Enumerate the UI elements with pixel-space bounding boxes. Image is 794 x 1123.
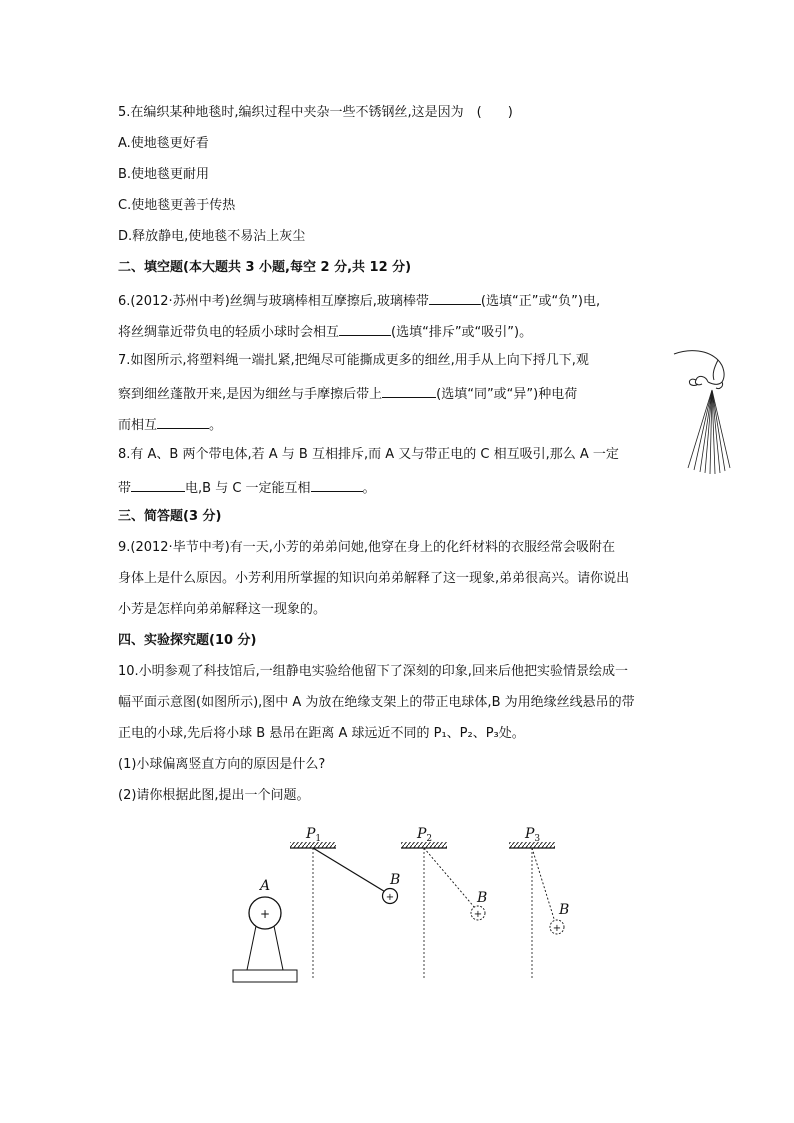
q5-option-b: B.使地毯更耐用 [118,167,210,182]
q10-sub-1: (1)小球偏离竖直方向的原因是什么? [118,757,326,772]
q8-text-2b: 电,B 与 C 一定能互相 [185,481,311,496]
q6-text-2b: (选填“排斥”或“吸引”)。 [391,325,533,340]
label-p3: $P_3$ [525,826,541,844]
q10-line-3: 正电的小球,先后将小球 B 悬吊在距离 A 球远近不同的 P₁、P₂、P₃处。 [118,726,525,741]
thread-p2 [424,848,475,908]
q7-text-2a: 察到细丝蓬散开来,是因为细丝与手摩擦后带上 [118,387,383,402]
q5-stem: 5.在编织某种地毯时,编织过程中夹杂一些不锈钢丝,这是因为 ( ) [118,105,513,120]
ball-b-p3-label: B [559,902,570,918]
q10-line-2: 幅平面示意图(如图所示),图中 A 为放在绝缘支架上的带正电球体,B 为用绝缘丝线悬吊的带 [118,695,635,710]
q10-sub-2: (2)请你根据此图,提出一个问题。 [118,788,310,803]
ball-b-p2-label: B [477,890,488,906]
q8-text-2c: 。 [362,481,376,496]
q6-text-2a: 将丝绸靠近带负电的轻质小球时会相互 [118,325,340,340]
q5-option-c: C.使地毯更善于传热 [118,198,236,213]
q8-text-2a: 带 [118,481,132,496]
section-4-heading: 四、实验探究题(10 分) [118,633,257,648]
ball-b-p1-label: B [390,872,401,888]
label-p2: $P_2$ [417,826,433,844]
q7-text-3b: 。 [209,418,223,433]
sphere-a-label: A [260,878,271,894]
q7-text-2b: (选填“同”或“异”)种电荷 [436,387,578,402]
thread-p1 [313,848,387,893]
thread-p3 [532,848,555,922]
ceiling-p3 [509,842,555,848]
ball-b-p1-charge: + [385,892,395,903]
q6-text-1b: (选填“正”或“负”)电, [480,294,601,309]
ceiling-p1 [290,842,336,848]
section-2-heading: 二、填空题(本大题共 3 小题,每空 2 分,共 12 分) [118,260,412,275]
q9-line-1: 9.(2012·毕节中考)有一天,小芳的弟弟问她,他穿在身上的化纤材料的衣服经常会吸附在 [118,540,616,555]
q6-text-1a: 6.(2012·苏州中考)丝绸与玻璃棒相互摩擦后,玻璃棒带 [118,294,429,309]
q5-option-d: D.释放静电,使地毯不易沾上灰尘 [118,229,306,244]
ball-b-p3-charge: + [552,923,562,934]
q9-line-2: 身体上是什么原因。小芳利用所掌握的知识向弟弟解释了这一现象,弟弟很高兴。请你说出 [118,571,630,586]
q7-line-1: 7.如图所示,将塑料绳一端扎紧,把绳尽可能撕成更多的细丝,用手从上向下捋几下,观 [118,353,589,368]
q9-line-3: 小芳是怎样向弟弟解释这一现象的。 [118,602,327,617]
suspension-p1 [290,826,400,980]
q10-line-1: 10.小明参观了科技馆后,一组静电实验给他留下了深刻的印象,回来后他把实验情景绘成一 [118,664,628,679]
q7-text-3a: 而相互 [118,418,158,433]
section-3-heading: 三、简答题(3 分) [118,509,222,524]
sphere-a-charge: + [259,907,271,921]
ball-b-p2-charge: + [473,909,483,920]
suspension-p2 [401,826,487,980]
suspension-p3 [509,826,569,980]
q8-line-1: 8.有 A、B 两个带电体,若 A 与 B 互相排斥,而 A 又与带正电的 C 相互吸引,那么 A 一定 [118,447,619,462]
insulated-stand [233,926,297,982]
ceiling-p2 [401,842,447,848]
label-p1: $P_1$ [306,826,322,844]
q5-option-a: A.使地毯更好看 [118,136,209,151]
